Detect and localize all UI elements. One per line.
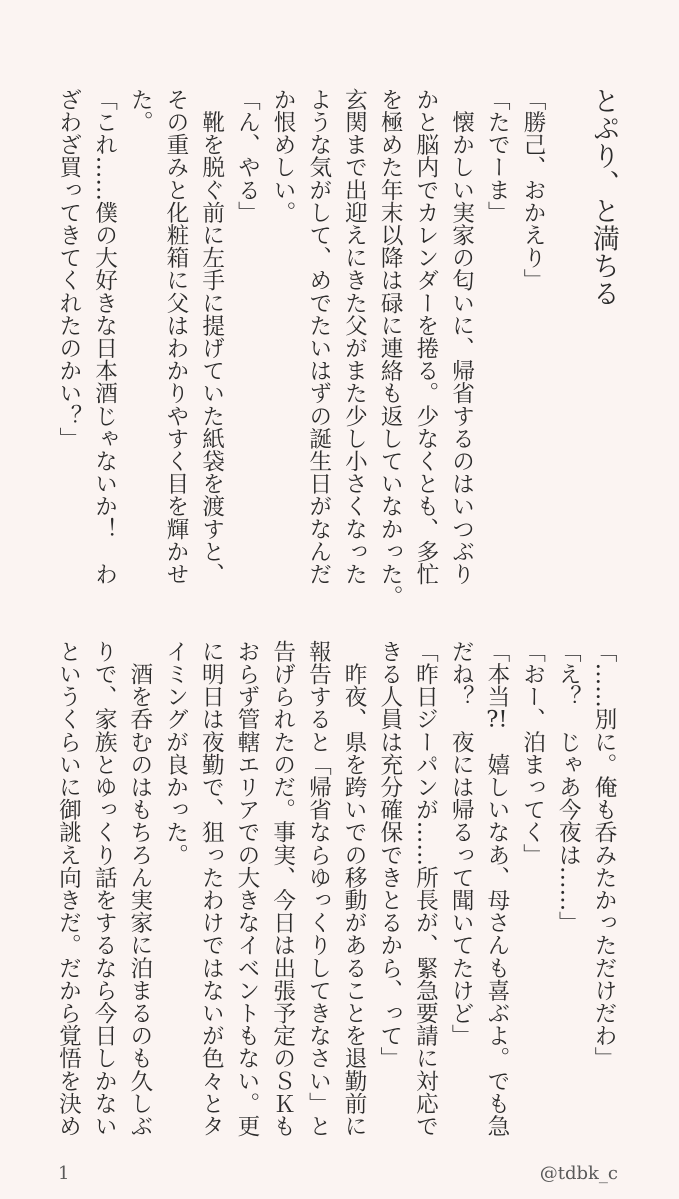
text-line: を極めた年末以降は碌に連絡も返していなかった。	[377, 88, 404, 608]
text-line: というくらいに御誂え向きだ。だから覚悟を決め	[55, 640, 82, 1138]
text-line: 玄関まで出迎えにきた父がまた少し小さくなった	[341, 88, 368, 586]
text-line: た。	[127, 88, 154, 134]
text-line: 「ん、やる」	[234, 88, 261, 224]
text-line: 「たでーま」	[484, 88, 511, 224]
text-line: きる人員は充分確保できとるから、って」	[376, 640, 403, 1070]
text-line: 「……別に。俺も呑みたかっただけだわ」	[591, 640, 617, 1070]
text-line: おらず管轄エリアでの大きなイベントもない。更	[233, 640, 260, 1138]
text-line: 「え？ じゃあ今夜は……」	[555, 640, 582, 934]
text-line: 「昨日ジーパンが……所長が、緊急要請に対応で	[412, 640, 439, 1138]
upper-text-block	[50, 88, 550, 608]
text-line: 「おー、泊まってく」	[519, 640, 546, 866]
text-line: 「これ……僕の大好きな日本酒じゃないか！ わ	[91, 88, 118, 586]
lower-text-block	[49, 640, 621, 1150]
upright-punctuation: ?!	[486, 707, 508, 731]
author-handle: @tdbk_c	[539, 1163, 618, 1184]
text-line: 報告すると「帰省ならゆっくりしてきなさい」と	[305, 640, 332, 1138]
text-line: 靴を脱ぐ前に左手に提げていた紙袋を渡すと、	[198, 88, 225, 586]
text-line: その重みと化粧箱に父はわかりやすく目を輝かせ	[162, 88, 189, 586]
text-line: 「本当?! 嬉しいなあ、母さんも喜ぶよ。でも急	[483, 640, 510, 1138]
text-line: ような気がして、めでたいはずの誕生日がなんだ	[305, 88, 332, 586]
text-line: 酒を呑むのはもちろん実家に泊まるのも久しぶ	[126, 640, 153, 1138]
text-line: 告げられたのだ。事実、今日は出張予定のＳＫも	[269, 640, 296, 1138]
text-line: かと脳内でカレンダーを捲る。少なくとも、多忙	[412, 88, 439, 586]
text-line: 昨夜、県を跨いでの移動があることを退勤前に	[341, 640, 368, 1138]
story-title: とぷり、と満ちる	[588, 87, 619, 307]
text-line: だね？ 夜には帰るって聞いてたけど」	[448, 640, 475, 1047]
text-line: 「勝己、おかえり」	[520, 88, 546, 292]
text-line: に明日は夜勤で、狙ったわけではないが色々とタ	[198, 640, 225, 1138]
text-line: か恨めしい。	[270, 88, 297, 224]
page-number: 1	[58, 1163, 70, 1184]
text-line: イミングが良かった。	[162, 640, 189, 866]
text-line: 懐かしい実家の匂いに、帰省するのはいつぶり	[448, 88, 475, 586]
text-line: りで、家族とゆっくり話をするなら今日しかない	[91, 640, 118, 1138]
text-line: ざわざ買ってきてくれたのかい？」	[55, 88, 82, 450]
